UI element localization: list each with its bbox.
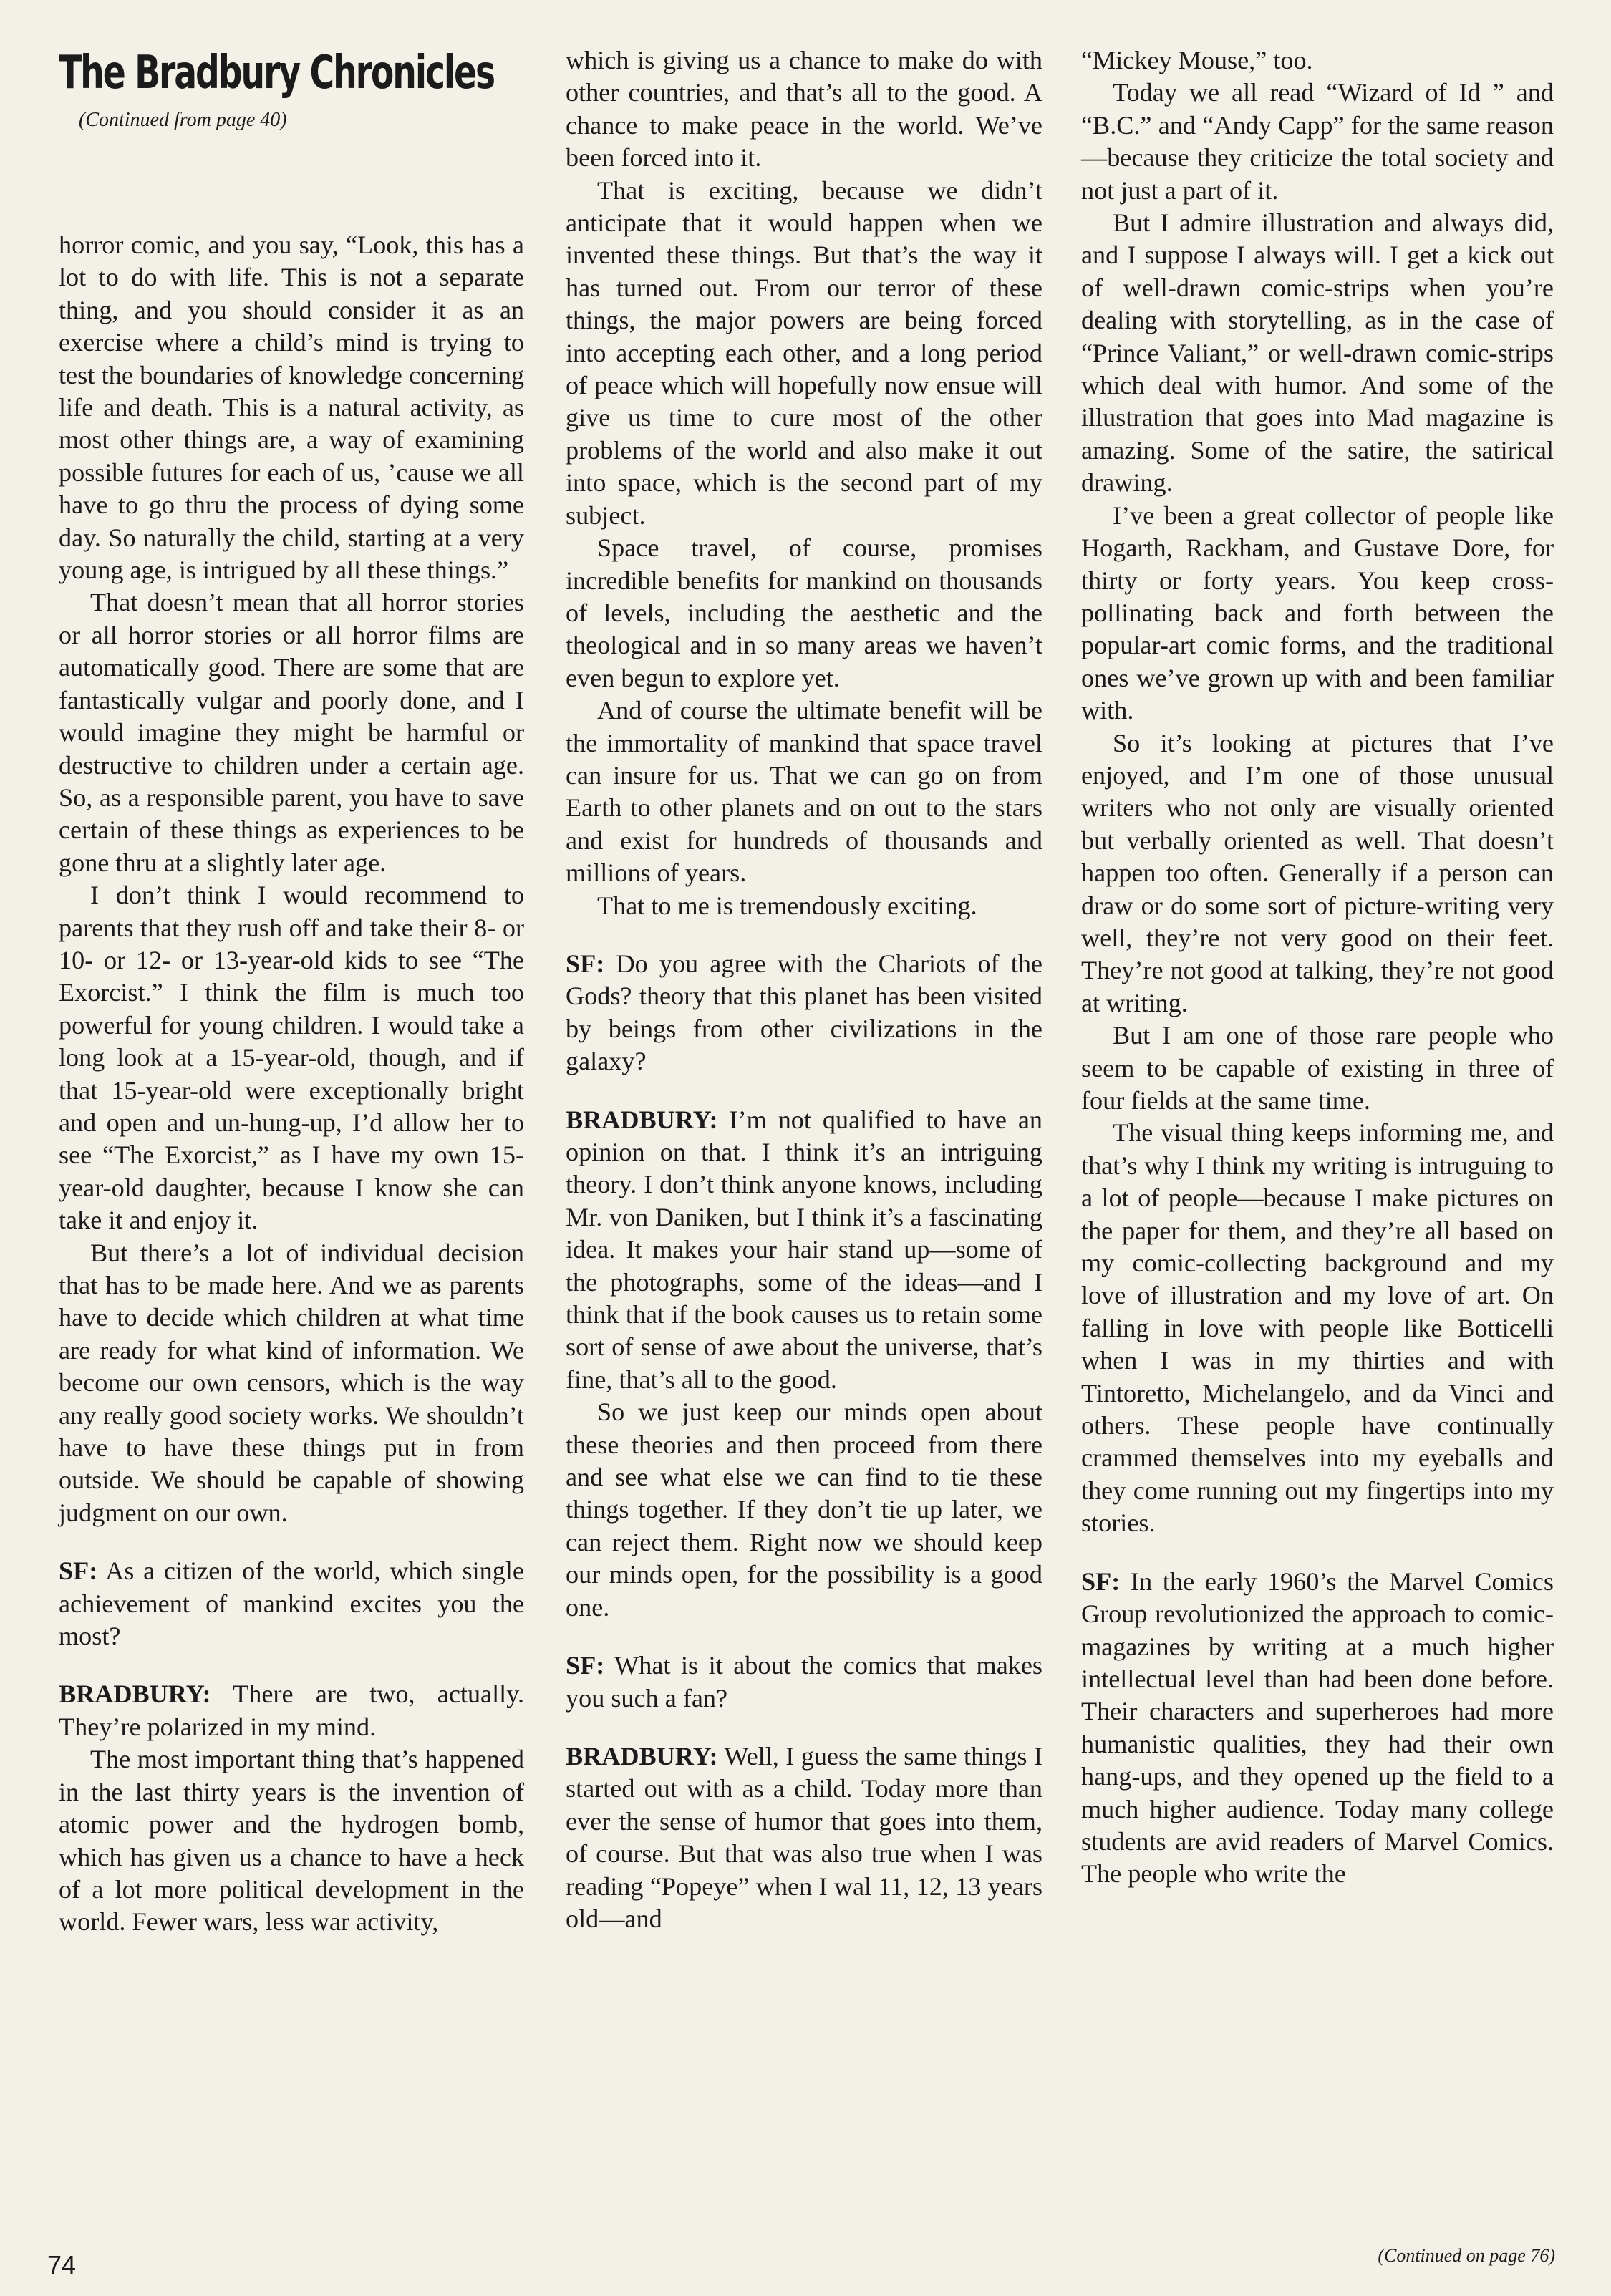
- paragraph: The visual thing keeps informing me, and that’s why I think my writing is intruguing to a lot of people—because I make pictures on the paper for them, and they’re all based on my comic-collecting background and my love of illustration and my love of art. On falling in love with people like Botticelli when I was in my thirties and with Tintoretto, Michelangelo, and da Vinci and others. These people have continually crammed themselves into my eyeballs and they come running out my fingertips into my stories.: [1081, 1118, 1554, 1538]
- answer-text: I’m not qualified to have an opinion on that. I think it’s an intriguing theory. I don’t think anyone knows, including Mr. von Daniken, but I think it’s a fascinating idea. It makes your hair stand up—some of the photographs, some of the ideas—and I think that if the book causes us to retain some sort of sense of awe about the universe, that’s fine, that’s all to the good.: [566, 1105, 1042, 1394]
- question-text: Do you agree with the Chariots of the Gods? theory that this planet has been visited by beings from other civilizations in the galaxy?: [566, 949, 1042, 1076]
- continued-from-note: (Continued from page 40): [79, 109, 287, 131]
- paragraph: So it’s looking at pictures that I’ve enjoyed, and I’m one of those unusual writers who not only are visually oriented but verbally oriented as well. That doesn’t happen too often. Generally if a person can draw or do some sort of picture-writing very well, they’re not very good on their feet. They’re not good at talking, they’re not good at writing.: [1081, 728, 1554, 1017]
- column-2: [566, 44, 1042, 1935]
- paragraph: I’ve been a great collector of people like Hogarth, Rackham, and Gustave Dore, for thirty or forty years. You keep cross-pollinating back and forth between the popular-art comic forms, and the traditional ones we’ve grown up with and been familiar with.: [1081, 500, 1554, 725]
- paragraph: The most important thing that’s happened in the last thirty years is the invention of atomic power and the hydrogen bomb, which has given us a chance to have a heck of a lot more political development in the world. Fewer wars, less war activity,: [59, 1745, 524, 1937]
- paragraph: But I am one of those rare people who seem to be capable of existing in three of four fields at the same time.: [1081, 1021, 1554, 1115]
- question-paragraph: [59, 1555, 524, 1652]
- paragraph: horror comic, and you say, “Look, this has a lot to do with life. This is not a separate thing, and you should consider it as an exercise where a child’s mind is trying to test the boundaries of knowledge concerning life and death. This is a natural activity, as most other things are, a way of examining possible futures for each of us, ’cause we all have to go thru the process of dying some day. So naturally the child, starting at a very young age, is intrigued by all these things.”: [59, 231, 524, 585]
- answer-paragraph: [566, 1104, 1042, 1397]
- paragraph: “Mickey Mouse,” too.: [1081, 46, 1313, 74]
- paragraph: Today we all read “Wizard of Id ” and “B.C.” and “Andy Capp” for the same reason—because they criticize the total society and not just a part of it.: [1081, 78, 1554, 205]
- paragraph: And of course the ultimate benefit will be the immortality of mankind that space travel can insure for us. That we can go on from Earth to other planets and on out to the stars and exist for hundreds of thousands and millions of years.: [566, 696, 1042, 888]
- answer-text: Well, I guess the same things I started out with as a child. Today more than ever the sense of humor that goes into them, of course. But that was also true when I was reading “Popeye” when I wal 11, 12, 13 years old—and: [566, 1741, 1042, 1933]
- speaker-label: SF:: [566, 949, 605, 978]
- question-paragraph: [566, 1650, 1042, 1715]
- question-text: What is it about the comics that makes you such a fan?: [566, 1651, 1042, 1713]
- answer-text: There are two, actually. They’re polarized in my mind.: [59, 1680, 524, 1741]
- paragraph: That is exciting, because we didn’t anticipate that it would happen when we invented these things. But that’s the way it has turned out. From our terror of these things, the major powers are being forced into accepting each other, and a long period of peace which will hopefully now ensue will give us time to cure most of the other problems of the world and also make it out into space, which is the second part of my subject.: [566, 175, 1042, 530]
- paragraph: So we just keep our minds open about these theories and then proceed from there and see what else we can find to tie these things together. If they don’t tie up later, we can reject them. Right now we should keep our minds open, for the possibility is a good one.: [566, 1398, 1042, 1622]
- question-paragraph: [566, 948, 1042, 1078]
- answer-paragraph: [59, 1678, 524, 1743]
- speaker-label: BRADBURY:: [566, 1741, 718, 1771]
- question-paragraph: [1081, 1566, 1554, 1891]
- column-1: [59, 44, 524, 1939]
- paragraph: That to me is tremendously exciting.: [597, 891, 977, 920]
- speaker-label: SF:: [566, 1651, 605, 1680]
- speaker-label: BRADBURY:: [59, 1680, 211, 1709]
- speaker-label: SF:: [59, 1556, 98, 1586]
- paragraph: Space travel, of course, promises incredible benefits for mankind on thousands of levels, including the aesthetic and the theological and in so many areas we haven’t even begun to explore yet.: [566, 533, 1042, 692]
- page-number: 74: [47, 2250, 77, 2280]
- answer-paragraph: [566, 1740, 1042, 1935]
- paragraph: But there’s a lot of individual decision that has to be made here. And we as parents have to decide which children at what time are ready for what kind of information. We become our own censors, which is the way any really good society works. We shouldn’t have to have these things put in from outside. We should be capable of showing judgment on our own.: [59, 1238, 524, 1527]
- speaker-label: BRADBURY:: [566, 1105, 718, 1134]
- paragraph: That doesn’t mean that all horror stories or all horror stories or all horror films are automatically good. There are some that are fantastically vulgar and poorly done, and I would imagine they might be harmful or destructive to children under a certain age. So, as a responsible parent, you have to save certain of these things as experiences to be gone thru at a slightly later age.: [59, 588, 524, 877]
- paragraph: which is giving us a chance to make do with other countries, and that’s all to the good. A chance to make peace in the world. We’ve been forced into it.: [566, 46, 1042, 173]
- speaker-label: SF:: [1081, 1566, 1121, 1596]
- article-title: The Bradbury Chronicles: [59, 47, 495, 100]
- question-text: In the early 1960’s the Marvel Comics Group revolutionized the approach to comic-magazines by writing at a much higher intellectual level than had been done before. Their characters and superheroes had more humanistic qualities, they had their own hang-ups, and they opened up the field to a much higher audience. Today many college students are avid readers of Marvel Comics. The people who write the: [1081, 1566, 1554, 1889]
- paragraph: I don’t think I would recommend to parents that they rush off and take their 8- or 10- or 12- or 13-year-old kids to see “The Exorcist.” I think the film is much too powerful for young children. I would take a long look at a 15-year-old, though, and if that 15-year-old were exceptionally bright and open and un-hung-up, I’d allow her to see “The Exorcist,” as I have my own 15-year-old daughter, because I know she can take it and enjoy it.: [59, 881, 524, 1235]
- column-3: [1081, 44, 1554, 1891]
- question-text: As a citizen of the world, which single achievement of mankind excites you the most?: [59, 1556, 524, 1651]
- continued-on-note: (Continued on page 76): [1378, 2245, 1555, 2266]
- paragraph: But I admire illustration and always did, and I suppose I always will. I get a kick out of well-drawn comic-strips when you’re dealing with storytelling, as in the case of “Prince Valiant,” or well-drawn comic-strips which deal with humor. And some of the illustration that goes into Mad magazine is amazing. Some of the satire, the satirical drawing.: [1081, 208, 1554, 498]
